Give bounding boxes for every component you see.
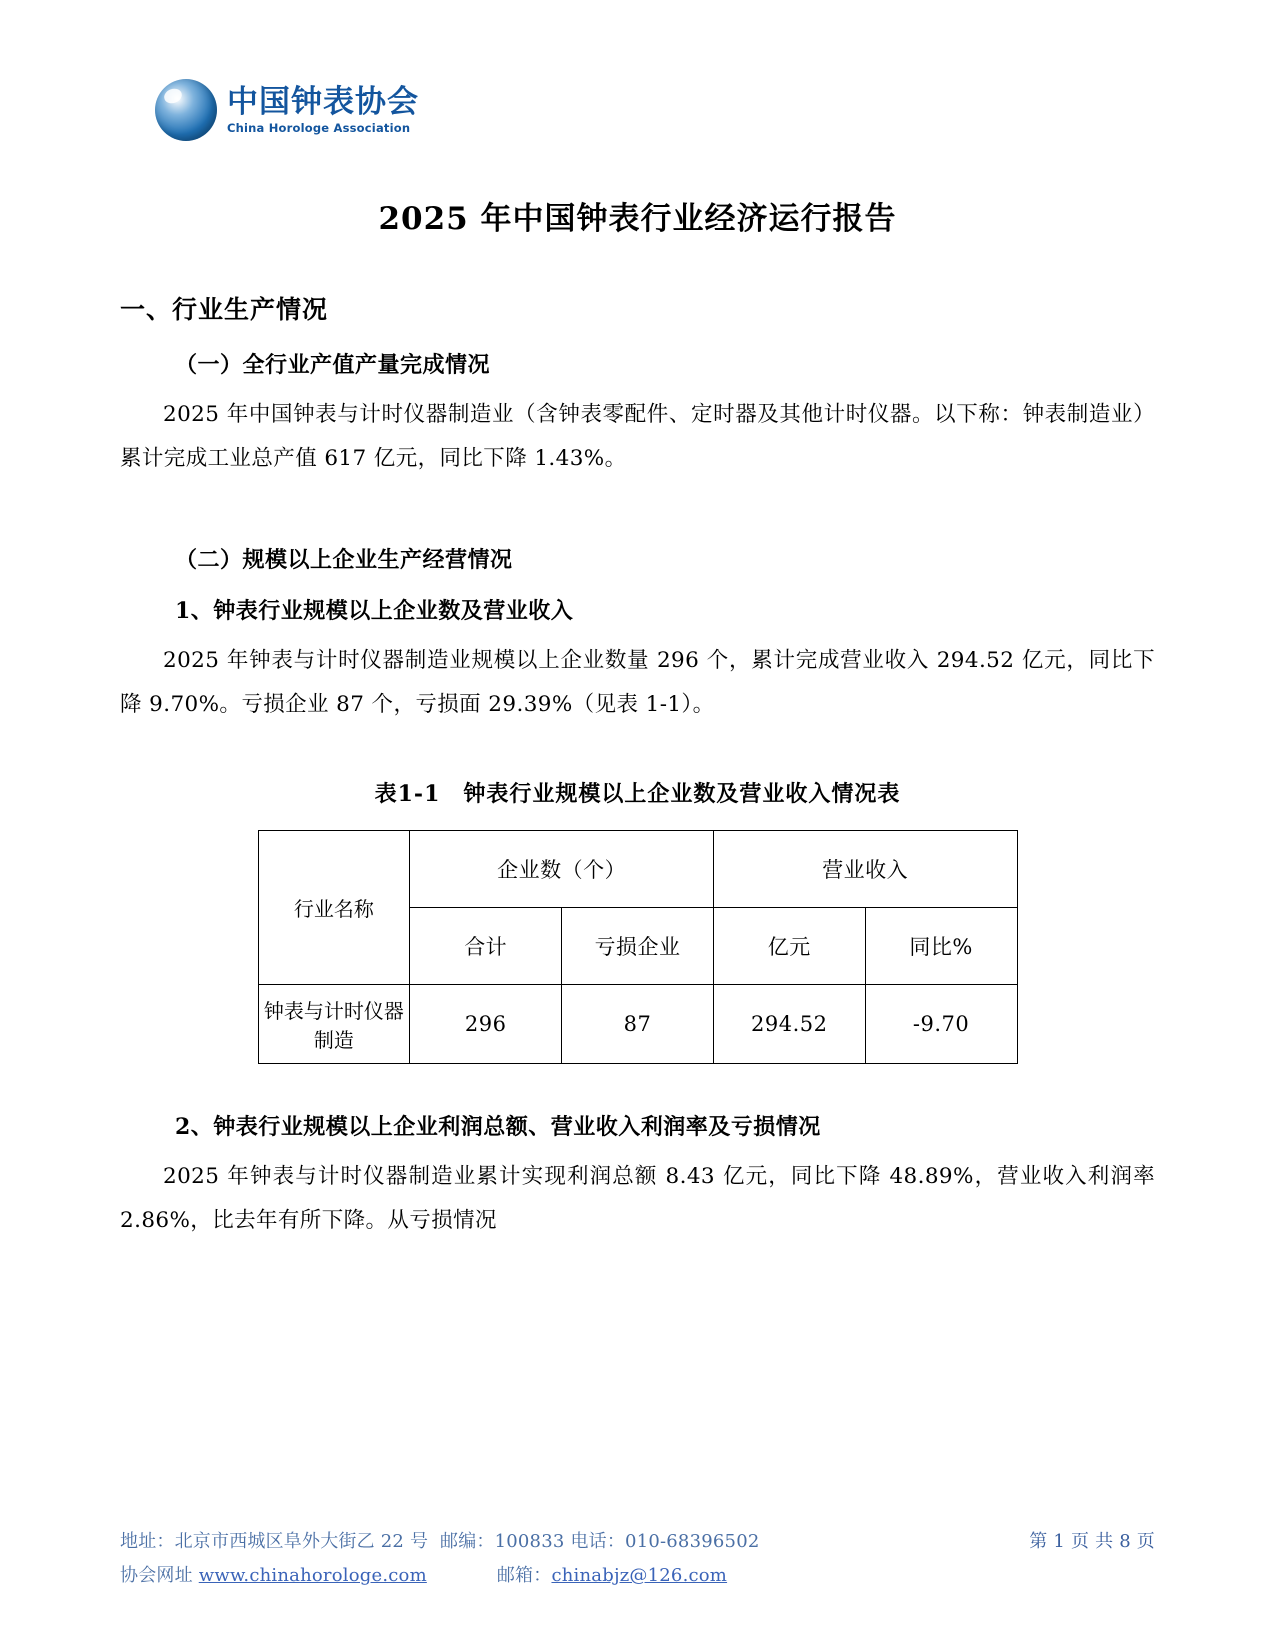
paragraph-2: 2025 年钟表与计时仪器制造业规模以上企业数量 296 个，累计完成营业收入 294.52 亿元，同比下降 9.70%。亏损企业 87 个，亏损面 29.39%（见表 1-1）。 (120, 648, 1155, 718)
globe-swoosh-icon (155, 79, 217, 141)
table-cell-amount: 294.52 (713, 985, 865, 1064)
table-header-total: 合计 (410, 908, 562, 985)
table-cell-loss: 87 (562, 985, 714, 1064)
footer-page-number: 第 1 页 共 8 页 (1029, 1530, 1155, 1552)
logo-english-name: China Horologe Association (227, 120, 411, 135)
footer-site-link[interactable]: www.chinahorologe.com (198, 1565, 427, 1587)
table-cell-yoy: -9.70 (865, 985, 1017, 1064)
item-heading-2: 2、钟表行业规模以上企业利润总额、营业收入利润率及亏损情况 (175, 1114, 821, 1141)
footer-mail-label: 邮箱： (496, 1565, 552, 1587)
table-row (258, 985, 1017, 1064)
footer-row-web (120, 1561, 1155, 1592)
enterprise-revenue-table (258, 830, 1018, 1064)
footer-postcode: 邮编：100833 (440, 1530, 565, 1552)
logo-text (227, 86, 419, 134)
page-title: 2025 年中国钟表行业经济运行报告 (378, 201, 897, 237)
subsection-heading-2: （二）规模以上企业生产经营情况 (175, 548, 513, 574)
table-header-row-1 (258, 831, 1017, 908)
page-footer (120, 1527, 1155, 1592)
table-cell-industry: 钟表与计时仪器制造 (258, 985, 410, 1064)
footer-phone: 电话：010-68396502 (570, 1530, 760, 1552)
footer-row-contact (120, 1527, 1155, 1558)
table-header-amount: 亿元 (713, 908, 865, 985)
table-header-industry-name: 行业名称 (258, 831, 410, 985)
subsection-heading-1: （一）全行业产值产量完成情况 (175, 353, 491, 378)
table-header-yoy: 同比% (865, 908, 1017, 985)
association-logo (155, 75, 1155, 145)
item-heading-1: 1、钟表行业规模以上企业数及营业收入 (175, 598, 574, 625)
paragraph-3: 2025 年钟表与计时仪器制造业累计实现利润总额 8.43 亿元，同比下降 48.89%，营业收入利润率 2.86%，比去年有所下降。从亏损情况 (120, 1164, 1155, 1234)
spacer (120, 1064, 1155, 1090)
paragraph-1: 2025 年中国钟表与计时仪器制造业（含钟表零配件、定时器及其他计时仪器。以下称：钟表制造业）累计完成工业总产值 617 亿元，同比下降 1.43%。 (120, 402, 1155, 472)
spacer (120, 481, 1155, 521)
table-cell-total: 296 (410, 985, 562, 1064)
section-heading-1: 一、行业生产情况 (120, 295, 329, 324)
footer-address: 地址：北京市西城区阜外大街乙 22 号 (120, 1530, 429, 1552)
footer-site-label: 协会网址 (120, 1565, 193, 1587)
table-header-enterprise-count: 企业数（个） (410, 831, 714, 908)
table-header-loss-enterprises: 亏损企业 (562, 908, 714, 985)
table-caption: 表1-1 钟表行业规模以上企业数及营业收入情况表 (374, 781, 901, 808)
table-header-revenue: 营业收入 (713, 831, 1017, 908)
footer-mail-link[interactable]: chinabjz@126.com (551, 1565, 728, 1587)
logo-chinese-name: 中国钟表协会 (227, 84, 419, 121)
